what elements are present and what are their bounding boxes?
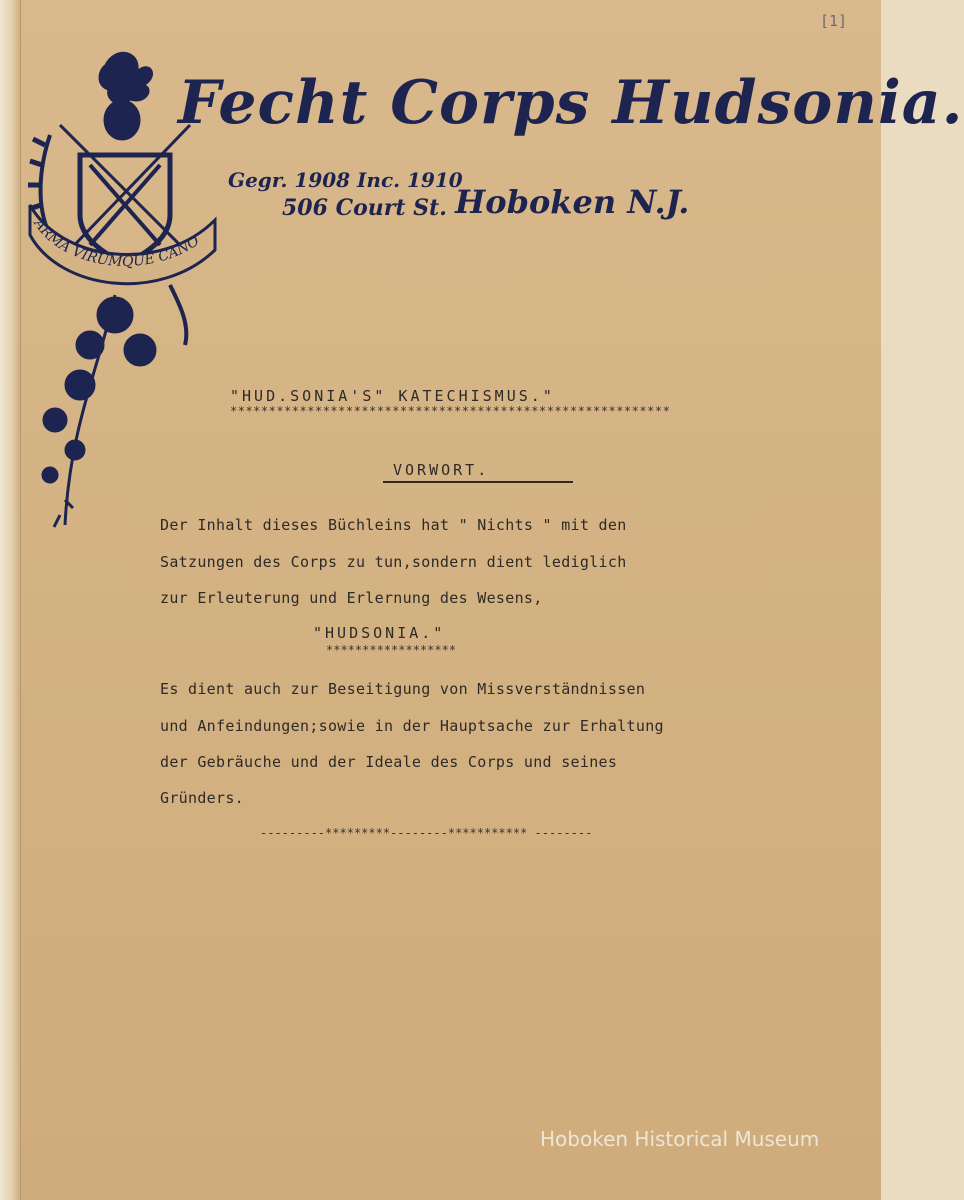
founding-dates: Gegr. 1908 Inc. 1910 [228,168,463,192]
paragraph-line: Gründers. [160,789,244,807]
paragraph-line: und Anfeindungen;sowie in der Hauptsache zur Erhaltung [160,717,664,735]
page-number-note: [1] [820,12,848,30]
document-title: "HUD.SONIA'S" KATECHISMUS." [230,387,555,405]
centered-name: "HUDSONIA." [313,624,446,642]
paragraph-line: Es dient auch zur Beseitigung von Missverständnissen [160,680,646,698]
paragraph-line: der Gebräuche und der Ideale des Corps und seines [160,753,618,771]
section-heading: VORWORT. [393,461,490,479]
city-name: Hoboken N.J. [455,183,690,221]
heading-underline [383,481,573,483]
title-star-rule: ********************************************************* [230,404,671,418]
museum-watermark: Hoboken Historical Museum [540,1127,820,1151]
binding-edge [0,0,21,1200]
letterhead-title: Fecht Corps Hudsonia. [178,68,964,138]
svg-text:ARMA VIRUMQUE CANO: ARMA VIRUMQUE CANO [30,216,203,271]
paragraph-line: zur Erleuterung und Erlernung des Wesens, [160,589,543,607]
paragraph-line: Der Inhalt dieses Büchleins hat " Nichts " mit den [160,516,627,534]
name-star-rule: ****************** [326,643,457,657]
paragraph-line: Satzungen des Corps zu tun,sondern dient lediglich [160,553,627,571]
street-address: 506 Court St. [282,195,447,221]
closing-rule: ---------*********--------*********** -------- [260,826,593,840]
